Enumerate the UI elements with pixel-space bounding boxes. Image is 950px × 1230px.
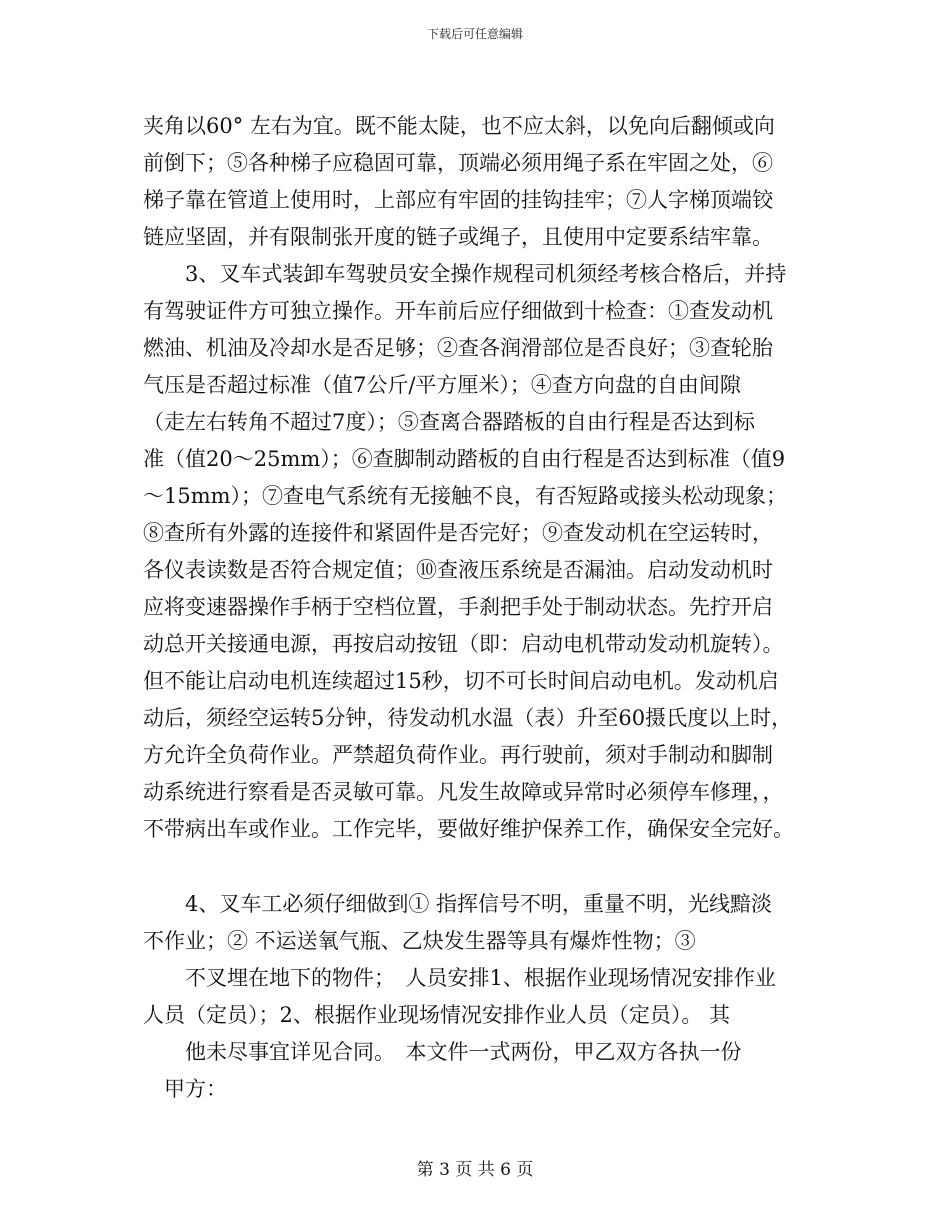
page-footer: 第 3 页 共 6 页 [416,1160,534,1180]
text-line: 不叉埋在地下的物件； 人员安排1、根据作业现场情况安排作业 [185,966,776,990]
text-line: 应将变速器操作手柄于空档位置，手刹把手处于制动状态。先拧开启 [143,595,773,619]
text-line: 不作业；② 不运送氧气瓶、乙炔发生器等具有爆炸性物；③ [143,929,696,953]
text-line: 方允许全负荷作业。严禁超负荷作业。再行驶前，须对手制动和脚制 [143,743,773,767]
text-line: ⑧查所有外露的连接件和紧固件是否完好；⑨查发动机在空运转时， [143,521,773,545]
text-line: 燃油、机油及冷却水是否足够；②查各润滑部位是否良好；③查轮胎 [143,336,773,360]
text-line: 夹角以60° 左右为宜。既不能太陡，也不应太斜，以免向后翻倾或向 [143,114,775,138]
text-line: 气压是否超过标准（值7公斤/平方厘米）；④查方向盘的自由间隙 [143,373,741,397]
text-line: 4、叉车工必须仔细做到① 指挥信号不明，重量不明，光线黯淡 [185,892,773,916]
text-line: 但不能让启动电机连续超过15秒，切不可长时间启动电机。发动机启 [143,669,779,693]
text-line: 前倒下；⑤各种梯子应稳固可靠，顶端必须用绳子系在牢固之处，⑥ [143,151,773,175]
text-line: ～15mm）；⑦查电气系统有无接触不良，有否短路或接头松动现象； [143,484,788,508]
text-line: 动后，须经空运转5分钟，待发动机水温（表）升至60摄氏度以上时， [143,706,793,730]
text-line: 3、叉车式装卸车驾驶员安全操作规程司机须经考核合格后，并持 [185,262,787,286]
text-line: 动总开关接通电源，再按启动按钮（即：启动电机带动发动机旋转）。 [143,632,784,656]
text-line: 链应坚固，并有限制张开度的链子或绳子，且使用中定要系结牢靠。 [143,225,773,249]
text-line: 人员（定员）；2、根据作业现场情况安排作业人员（定员）。 其 [143,1003,731,1027]
text-line: 各仪表读数是否符合规定值；⑩查液压系统是否漏油。启动发动机时 [143,558,773,582]
text-line: 梯子靠在管道上使用时，上部应有牢固的挂钩挂牢；⑦人字梯顶端铰 [143,188,773,212]
text-line: （走左右转角不超过7度）；⑤查离合器踏板的自由行程是否达到标 [143,410,755,434]
text-line: 他未尽事宜详见合同。 本文件一式两份，甲乙双方各执一份 [185,1040,742,1064]
page-header: 下载后可任意编辑 [426,27,523,41]
text-line: 动系统进行察看是否灵敏可靠。凡发生故障或异常时必须停车修理，， [143,780,784,804]
text-line: 有驾驶证件方可独立操作。开车前后应仔细做到十检查：①查发动机 [143,299,773,323]
text-line: 不带病出车或作业。工作完毕，要做好维护保养工作，确保安全完好。 [143,817,794,841]
text-line: 准（值20～25mm）；⑥查脚制动踏板的自由行程是否达到标准（值9 [143,447,786,471]
text-line: 甲方： [164,1077,227,1101]
